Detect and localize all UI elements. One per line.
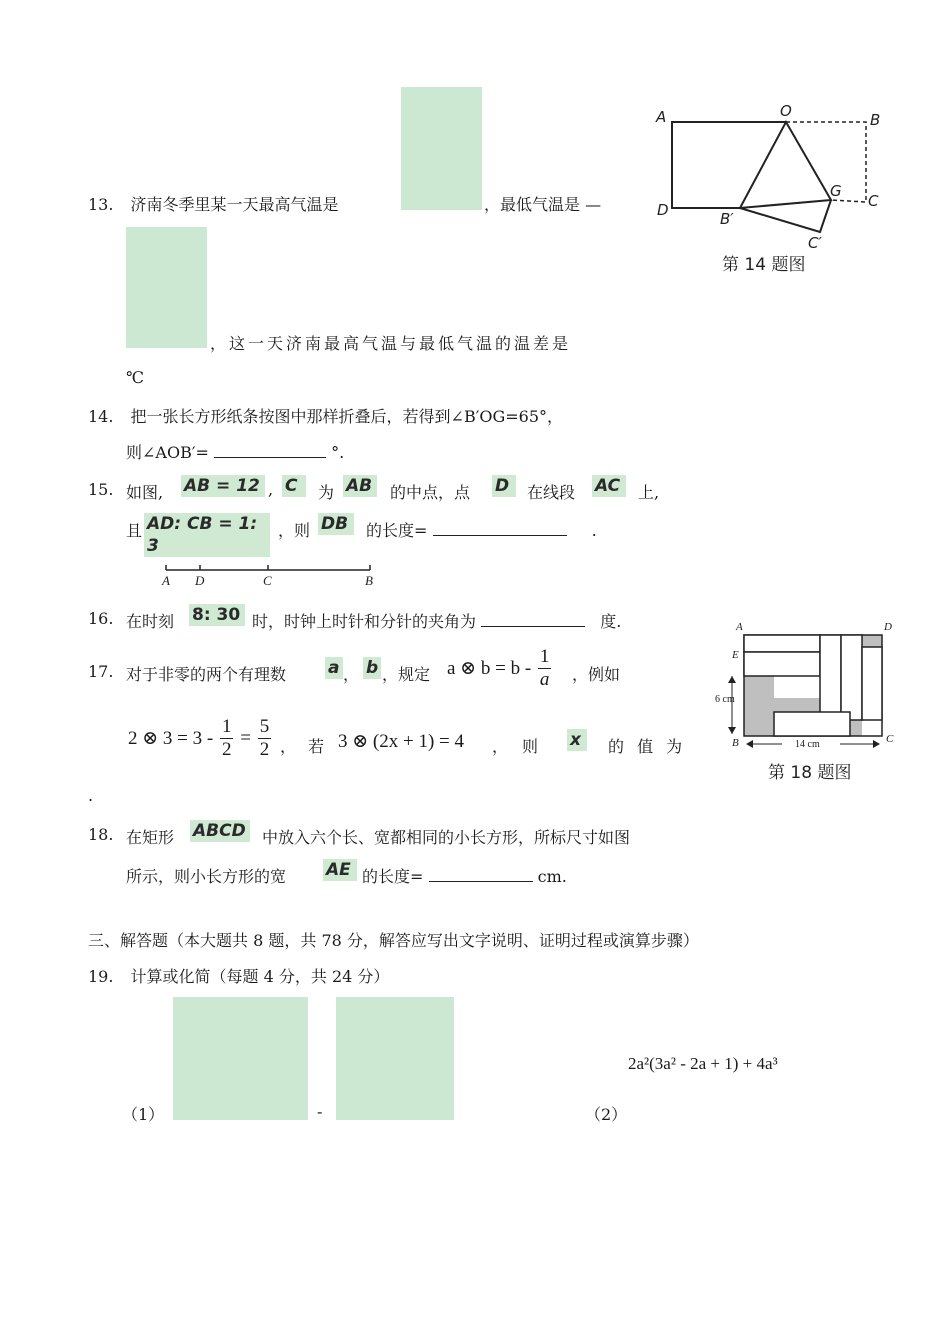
q19-p1-image-1 — [173, 997, 308, 1120]
q15-math-db: DB — [318, 513, 354, 535]
q17-t2: ， — [343, 665, 360, 684]
q17-t9: 的 值 为 — [608, 737, 687, 756]
q14-line2-b: °. — [331, 443, 345, 462]
q17-condition: 3 ⊗ (2x + 1) = 4 — [338, 731, 465, 752]
q18-label-a: A — [736, 621, 743, 633]
q15-t10: . — [591, 521, 597, 540]
q15-t2: , — [268, 480, 274, 499]
q18-line2-tail — [362, 864, 567, 887]
q18-label-e: E — [732, 649, 739, 661]
q17-t3: ，规定 — [382, 665, 431, 684]
q16-math-time: 8: 30 — [189, 604, 245, 626]
q14-line1-text: 把一张长方形纸条按图中那样折叠后，若得到∠B′OG=65°， — [130, 407, 564, 426]
q14-label-d: D — [657, 201, 669, 219]
q19-p2-expression: 2a²(3a² - 2a + 1) + 4a³ — [628, 1054, 778, 1073]
q18-t1: 在矩形 — [126, 828, 175, 847]
q17-ex-d1: 2 — [221, 739, 232, 760]
q18-dim-width: 14 cm — [795, 739, 820, 750]
q17-def-lhs: a ⊗ b = b - — [447, 658, 532, 679]
q15-segment-figure — [158, 560, 388, 590]
q14-rect-left — [672, 122, 786, 208]
q17-math-x: x — [567, 729, 587, 751]
q17-t7: ， — [492, 737, 509, 756]
q15-t8: ，则 — [278, 521, 311, 540]
q16-t2: 时，时钟上时针和分针的夹角为 — [252, 612, 477, 631]
q15-t7: 且 — [126, 521, 143, 540]
q16-t1: 在时刻 — [126, 612, 175, 631]
q15-t3: 为 — [318, 483, 335, 502]
q19-p2-label: （2） — [585, 1105, 628, 1124]
q15-math-ab12: AB = 12 — [181, 475, 265, 497]
q17-number: 17. — [88, 662, 114, 681]
q14-number: 14. — [88, 407, 114, 426]
q17-ex-eq: = — [240, 727, 251, 749]
q15-t1: 如图, — [126, 483, 164, 502]
q18-figure — [712, 618, 902, 786]
q14-fold-triangle — [740, 122, 831, 208]
q16-answer-blank[interactable] — [481, 612, 585, 627]
q17-def-den: a — [539, 669, 550, 690]
q18-t5: cm. — [537, 867, 567, 886]
q17-example — [128, 716, 273, 761]
q15-number: 15. — [88, 480, 114, 499]
q14-label-b: B — [870, 111, 881, 129]
q19-text: 计算或化简（每题 4 分，共 24 分） — [130, 967, 390, 986]
q17-ex-d2: 2 — [259, 739, 270, 760]
q14-label-g: G — [830, 182, 842, 200]
q17-t1: 对于非零的两个有理数 — [126, 665, 287, 684]
q15-math-ab: AB — [343, 475, 377, 497]
q18-answer-blank[interactable] — [429, 867, 533, 882]
q17-ex-fraction-2 — [258, 716, 272, 761]
q17-ex-fraction-1 — [220, 716, 234, 761]
q19-p1-minus: - — [317, 1102, 323, 1121]
q14-answer-blank[interactable] — [214, 443, 326, 458]
q13-answer-image-2 — [126, 227, 207, 348]
q17-t5: ， — [280, 737, 297, 756]
q13-unit: ℃ — [126, 368, 144, 387]
q15-answer-blank[interactable] — [433, 521, 567, 536]
q15-t6: 上, — [638, 483, 660, 502]
q16-number: 16. — [88, 609, 114, 628]
q18-dim-height: 6 cm — [715, 694, 735, 705]
q15-math-d: D — [492, 475, 516, 497]
q15-t4: 的中点，点 — [390, 483, 471, 502]
q17-tail: . — [88, 786, 94, 805]
q13-text-b: ，最低气温是 — — [484, 195, 602, 214]
q14-label-o: O — [780, 102, 792, 120]
q18-label-b: B — [732, 737, 739, 749]
q14-label-c1: C′ — [808, 234, 822, 252]
q13-line1 — [88, 192, 339, 215]
q17-ex-lhs: 2 ⊗ 3 = 3 - — [128, 728, 214, 749]
q19-p1-label: （1） — [122, 1105, 165, 1124]
q14-label-c: C — [868, 192, 879, 210]
q14-figure — [648, 100, 898, 280]
q18-label-d: D — [884, 621, 892, 633]
q18-label-c: C — [886, 733, 894, 745]
q14-line2-a: 则∠AOB′= — [126, 443, 209, 462]
q15-fig-label-b: B — [365, 573, 373, 588]
q17-math-b: b — [363, 657, 381, 679]
q18-math-abcd: ABCD — [190, 820, 250, 842]
q17-definition — [447, 646, 553, 691]
q15-math-ratio: AD: CB = 1: 3 — [144, 513, 270, 557]
q17-def-num: 1 — [539, 646, 550, 667]
q15-t5: 在线段 — [527, 483, 576, 502]
q13-answer-image-1 — [401, 87, 482, 210]
section3-heading: 三、解答题（本大题共 8 题，共 78 分，解答应写出文字说明、证明过程或演算步骤） — [88, 931, 699, 950]
q14-label-a: A — [656, 108, 667, 126]
q18-math-ae: AE — [323, 859, 357, 881]
q13-number: 13. — [88, 195, 114, 214]
q19-p1-image-2 — [336, 997, 454, 1120]
q13-text-c: ，这一天济南最高气温与最低气温的温差是 — [210, 334, 572, 353]
q18-caption: 第 18 题图 — [768, 763, 852, 783]
q17-t4: ，例如 — [572, 665, 621, 684]
q13-text-a: 济南冬季里某一天最高气温是 — [130, 195, 339, 214]
q17-ex-n2: 5 — [259, 716, 270, 737]
q18-number: 18. — [88, 825, 114, 844]
q15-t9: 的长度= — [366, 521, 428, 540]
q14-line1 — [88, 404, 563, 427]
q17-math-a: a — [325, 657, 343, 679]
q16-t3: 度. — [600, 612, 622, 631]
q15-fig-label-c: C — [263, 573, 272, 588]
q14-caption: 第 14 题图 — [722, 255, 806, 275]
q15-math-ac: AC — [592, 475, 626, 497]
q16-line-tail — [252, 609, 621, 632]
q19-number: 19. — [88, 967, 114, 986]
q14-line2 — [126, 440, 344, 463]
q18-t3: 所示，则小长方形的宽 — [126, 867, 287, 886]
q14-label-b1: B′ — [720, 210, 734, 228]
q19-line — [88, 964, 389, 987]
q15-fig-label-d: D — [195, 573, 205, 588]
q17-t8: 则 — [522, 737, 539, 756]
q17-ex-n1: 1 — [221, 716, 232, 737]
q17-def-fraction — [538, 646, 552, 691]
q15-math-c: C — [282, 475, 306, 497]
q15-fig-label-a: A — [162, 573, 170, 588]
q18-t4: 的长度= — [362, 867, 424, 886]
q15-line2-tail — [366, 518, 597, 541]
q18-t2: 中放入六个长、宽都相同的小长方形，所标尺寸如图 — [262, 828, 631, 847]
q17-t6: 若 — [308, 737, 325, 756]
